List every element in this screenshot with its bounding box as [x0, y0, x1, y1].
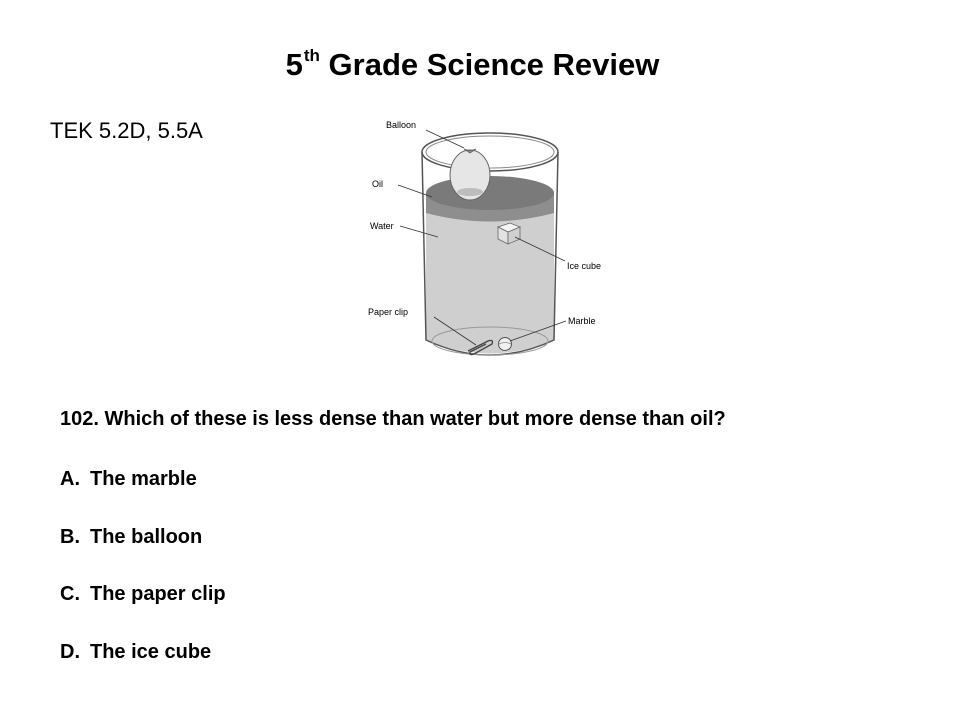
choice-b[interactable]	[60, 524, 226, 582]
answer-choices	[60, 466, 226, 696]
choice-letter: A.	[60, 468, 80, 490]
choice-text: The paper clip	[90, 583, 226, 605]
question-text: 102. Which of these is less dense than water but more dense than oil?	[60, 408, 726, 430]
choice-letter: D.	[60, 640, 80, 663]
title-superscript: th	[303, 46, 320, 65]
title-number: 5	[285, 47, 303, 82]
beaker-svg	[360, 105, 620, 375]
choice-text: The ice cube	[90, 640, 212, 663]
beaker-rim	[422, 133, 558, 171]
balloon-label: Balloon	[386, 120, 417, 130]
oil-surface	[426, 176, 554, 210]
tek-code: TEK 5.2D, 5.5A	[50, 118, 203, 143]
oil-label: Oil	[372, 179, 383, 189]
choice-c[interactable]	[60, 581, 226, 639]
choice-text: The balloon	[90, 525, 203, 548]
choice-letter: B.	[60, 525, 80, 548]
choice-a[interactable]	[60, 466, 226, 524]
marble-label: Marble	[568, 316, 596, 326]
paper-clip-label: Paper clip	[368, 307, 409, 317]
ice-cube-label: Ice cube	[567, 261, 602, 271]
beaker-rim-inner	[426, 136, 554, 168]
beaker-diagram	[360, 105, 620, 375]
marble-shape	[499, 338, 512, 351]
choice-letter: C.	[60, 583, 80, 605]
choice-d[interactable]	[60, 639, 226, 697]
choice-text: The marble	[90, 468, 197, 490]
slide-title	[0, 46, 945, 83]
water-label: Water	[370, 221, 394, 231]
balloon-base	[457, 188, 483, 196]
title-text: Grade Science Review	[328, 47, 660, 82]
